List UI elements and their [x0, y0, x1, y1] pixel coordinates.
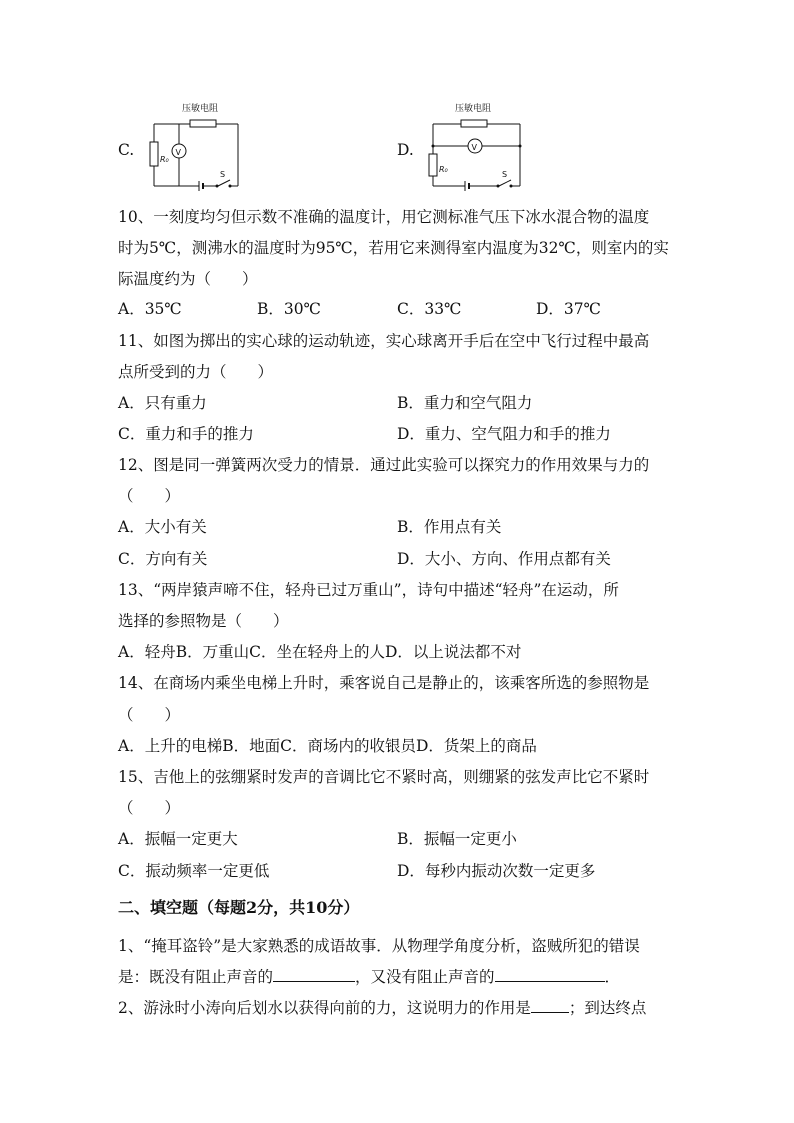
circuit-diagram-c	[144, 100, 264, 195]
q13-line-1: 13、“两岸猿声啼不住，轻舟已过万重山”，诗句中描述“轻舟”在运动，所	[118, 581, 619, 599]
fill-q2-line-1	[118, 998, 646, 1018]
circuit-option-d	[397, 100, 537, 195]
q14-line-1: 14、在商场内乘坐电梯上升时，乘客说自己是静止的，该乘客所选的参照物是	[118, 674, 650, 692]
switch-label: S	[502, 170, 508, 179]
option-label: C.	[118, 141, 135, 159]
circuit-diagram-d	[423, 100, 548, 195]
q11-option-c: C．重力和手的推力	[118, 425, 254, 443]
q11-option-a: A．只有重力	[118, 394, 207, 412]
switch-label: S	[220, 170, 226, 179]
circuit-option-c	[118, 100, 258, 195]
fill-q1-line-2	[118, 967, 620, 987]
q12-line-2: （ ）	[118, 487, 181, 505]
resistor-r0	[150, 142, 158, 166]
q15-line-1: 15、吉他上的弦绷紧时发声的音调比它不紧时高，则绷紧的弦发声比它不紧时	[118, 768, 650, 786]
q12-option-b: B．作用点有关	[397, 518, 502, 536]
fill-q2-text-a: 2、游泳时小涛向后划水以获得向前的力，这说明力的作用是	[118, 999, 531, 1017]
q11-option-d: D．重力、空气阻力和手的推力	[397, 425, 611, 443]
q13-options: A．轻舟B．万重山C．坐在轻舟上的人D．以上说法都不对	[118, 643, 522, 661]
pressure-resistor	[190, 120, 216, 127]
q11-line-2: 点所受到的力（ ）	[118, 363, 274, 381]
q14-line-2: （ ）	[118, 706, 181, 724]
q10-option-d: D．37℃	[536, 300, 601, 318]
q14-options: A．上升的电梯B．地面C．商场内的收银员D．货架上的商品	[118, 737, 537, 755]
pressure-resistor	[461, 120, 487, 127]
resistor-r0-label: R₀	[439, 165, 448, 174]
voltmeter-label: V	[175, 148, 181, 157]
q10-line-3: 际温度约为（ ）	[118, 270, 258, 288]
q11-option-b: B．重力和空气阻力	[397, 394, 533, 412]
pressure-resistor-label: 压敏电阻	[455, 104, 492, 114]
fill-blank-3[interactable]	[531, 998, 569, 1013]
q15-option-a: A．振幅一定更大	[118, 830, 238, 848]
q12-line-1: 12、图是同一弹簧两次受力的情景．通过此实验可以探究力的作用效果与力的	[118, 456, 650, 474]
fill-q1-text-b: ，又没有阻止声音的	[355, 968, 495, 986]
q15-line-2: （ ）	[118, 799, 181, 817]
q10-option-c: C．33℃	[397, 300, 462, 318]
section-2-heading: 二、填空题（每题2分，共10分）	[118, 898, 360, 917]
voltmeter-label: V	[471, 143, 477, 152]
q15-option-b: B．振幅一定更小	[397, 830, 517, 848]
switch	[218, 180, 230, 186]
pressure-resistor-label: 压敏电阻	[182, 104, 219, 114]
fill-blank-2[interactable]	[495, 967, 605, 982]
switch	[499, 180, 511, 186]
q10-option-b: B．30℃	[257, 300, 321, 318]
q10-line-1: 10、一刻度均匀但示数不准确的温度计，用它测标准气压下冰水混合物的温度	[118, 208, 650, 226]
resistor-r0	[429, 154, 437, 176]
resistor-r0-label: R₀	[160, 155, 169, 164]
fill-q1-text-a: 是：既没有阻止声音的	[118, 968, 274, 986]
q10-line-2: 时为5℃，测沸水的温度时为95℃，若用它来测得室内温度为32℃，则室内的实	[118, 239, 669, 257]
q15-option-d: D．每秒内振动次数一定更多	[397, 862, 596, 880]
fill-blank-1[interactable]	[273, 967, 355, 982]
q12-option-d: D．大小、方向、作用点都有关	[397, 550, 611, 568]
q11-line-1: 11、如图为掷出的实心球的运动轨迹，实心球离开手后在空中飞行过程中最高	[118, 332, 650, 350]
fill-q2-text-b: ；到达终点	[568, 999, 647, 1017]
q13-line-2: 选择的参照物是（ ）	[118, 612, 289, 630]
q12-option-a: A．大小有关	[118, 518, 207, 536]
q10-option-a: A．35℃	[118, 300, 182, 318]
fill-q1-text-c: ．	[604, 968, 621, 986]
option-label: D.	[397, 141, 414, 159]
q15-option-c: C．振动频率一定更低	[118, 862, 270, 880]
q12-option-c: C．方向有关	[118, 550, 208, 568]
fill-q1-line-1: 1、“掩耳盗铃”是大家熟悉的成语故事．从物理学角度分析，盗贼所犯的错误	[118, 937, 640, 955]
